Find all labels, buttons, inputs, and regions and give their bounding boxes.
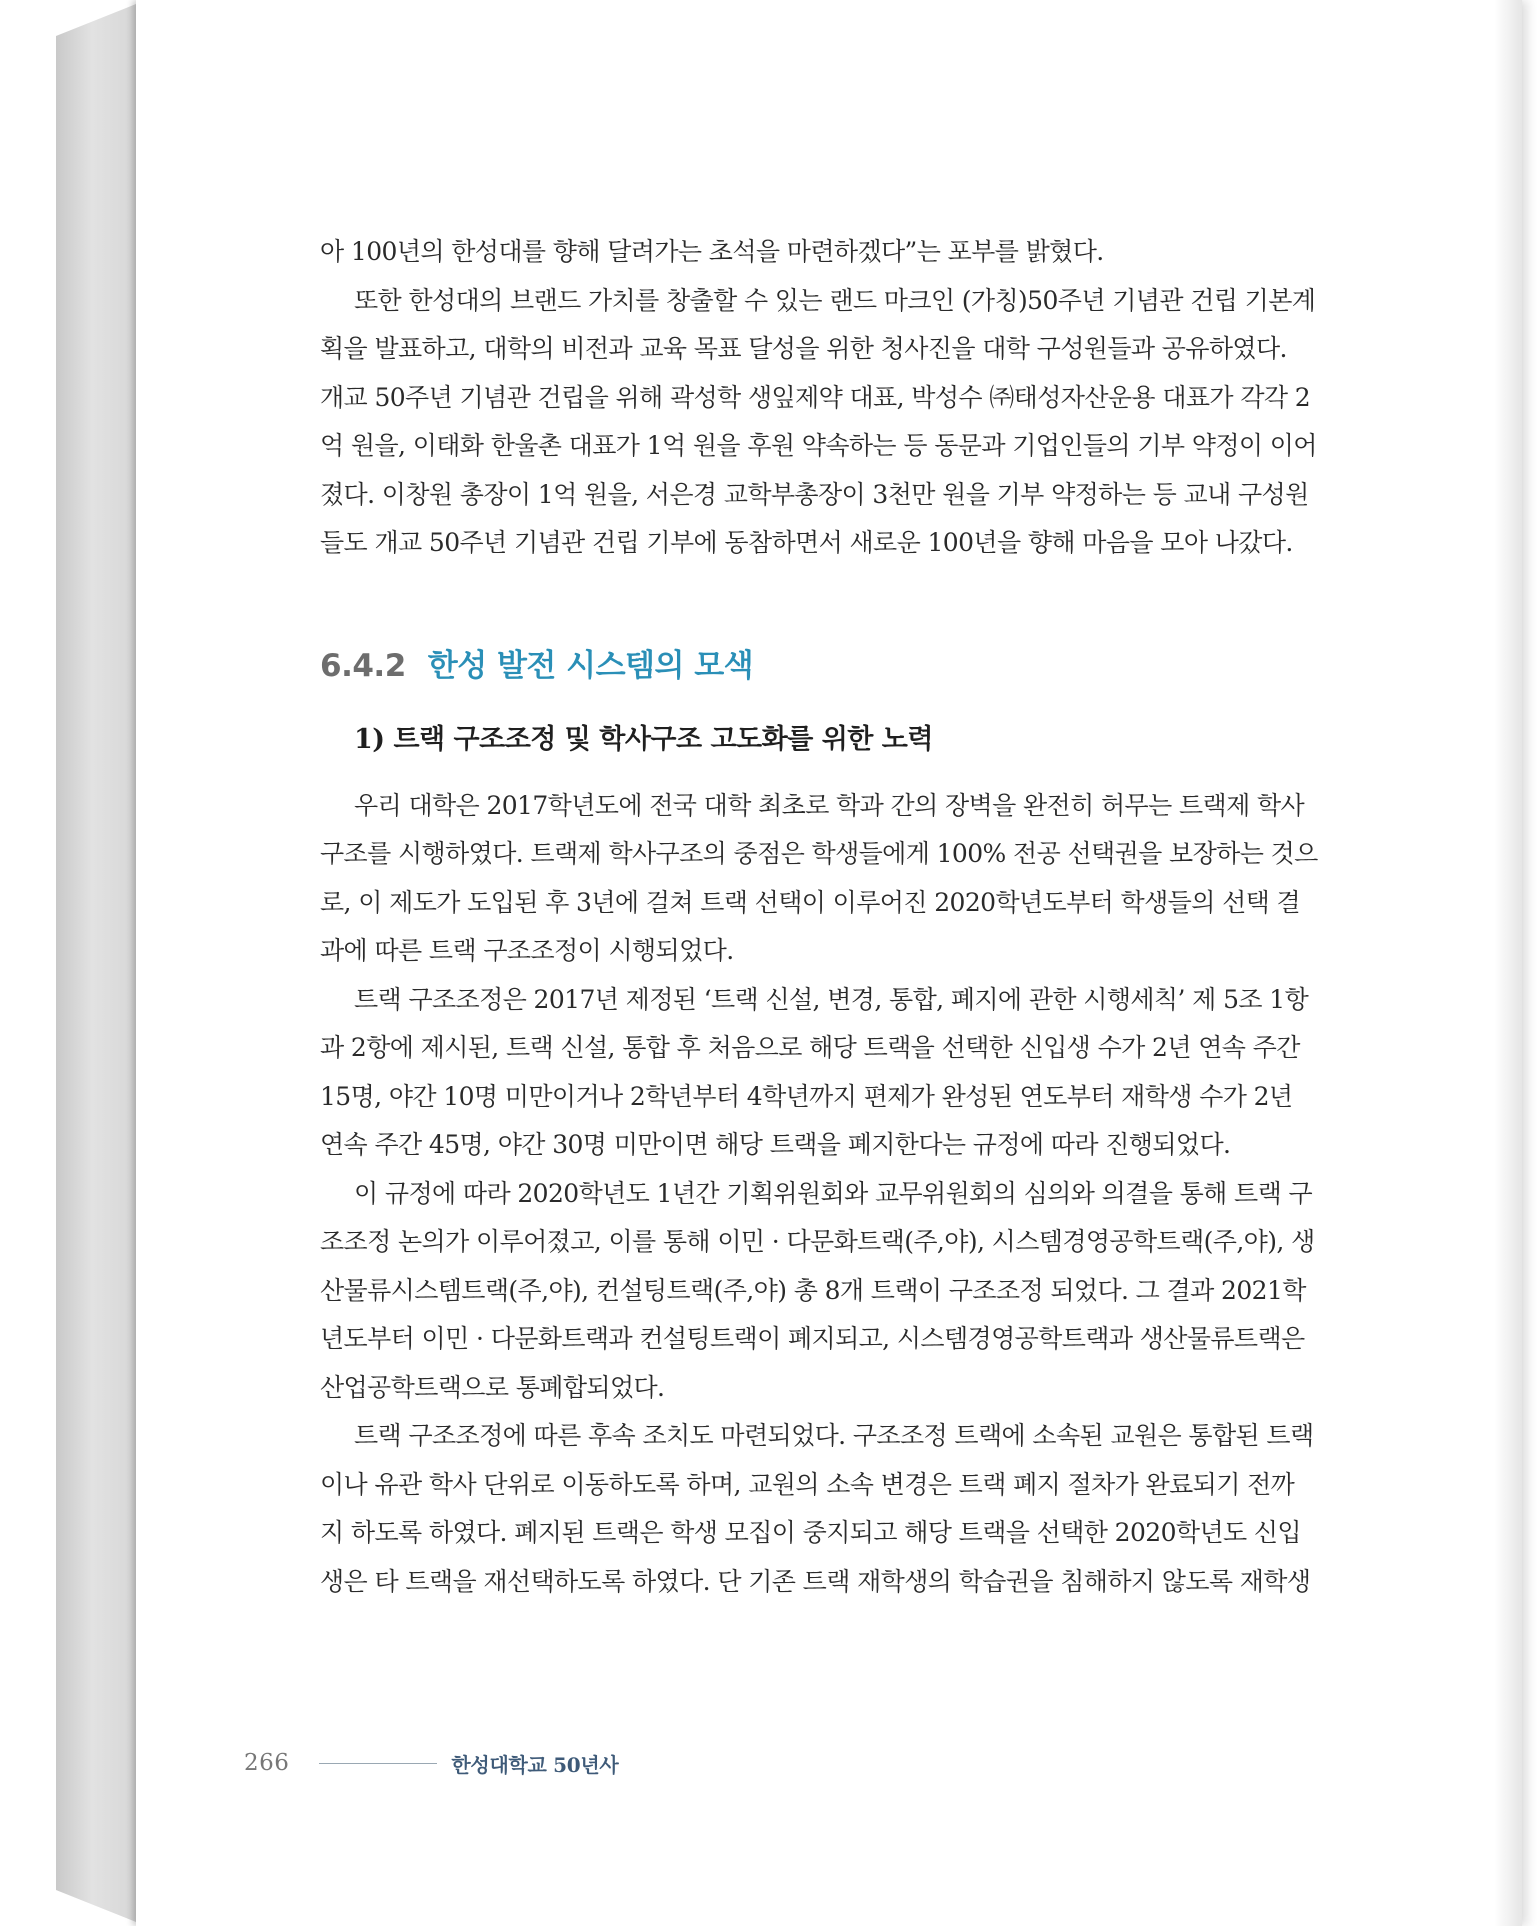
text-line: 우리 대학은 2017학년도에 전국 대학 최초로 학과 간의 장벽을 완전히 허무는 트랙제 학사 bbox=[354, 790, 1305, 820]
text-line: 15명, 야간 10명 미만이거나 2학년부터 4학년까지 편제가 완성된 연도부터 재학생 수가 2년 bbox=[320, 1081, 1293, 1111]
text-line: 개교 50주년 기념관 건립을 위해 곽성학 생잎제약 대표, 박성수 ㈜태성자산운용 대표가 각각 2 bbox=[320, 382, 1311, 412]
paragraph bbox=[320, 228, 1420, 277]
page-footer bbox=[244, 1746, 618, 1780]
book-page bbox=[136, 0, 1522, 1926]
text-line: 아 100년의 한성대를 향해 달려가는 초석을 마련하겠다”는 포부를 밝혔다. bbox=[320, 237, 1104, 266]
paragraph bbox=[320, 976, 1420, 1170]
page-number: 266 bbox=[244, 1750, 290, 1776]
text-line: 년도부터 이민 · 다문화트랙과 컨설팅트랙이 폐지되고, 시스템경영공학트랙과 생산물류트랙은 bbox=[320, 1324, 1305, 1353]
text-line: 생은 타 트랙을 재선택하도록 하였다. 단 기존 트랙 재학생의 학습권을 침해하지 않도록 재학생 bbox=[320, 1566, 1311, 1596]
text-line: 연속 주간 45명, 야간 30명 미만이면 해당 트랙을 폐지한다는 규정에 따라 진행되었다. bbox=[320, 1130, 1231, 1159]
text-line: 로, 이 제도가 도입된 후 3년에 걸쳐 트랙 선택이 이루어진 2020학년도부터 학생들의 선택 결 bbox=[320, 887, 1301, 917]
page-edge-shadow bbox=[1494, 0, 1522, 1926]
page-content bbox=[320, 228, 1420, 1606]
text-line: 졌다. 이창원 총장이 1억 원을, 서은경 교학부총장이 3천만 원을 기부 약정하는 등 교내 구성원 bbox=[320, 479, 1309, 509]
text-line: 조조정 논의가 이루어졌고, 이를 통해 이민 · 다문화트랙(주,야), 시스템경영공학트랙(주,야), 생 bbox=[320, 1227, 1315, 1256]
running-title: 한성대학교 50년사 bbox=[451, 1752, 619, 1777]
text-line: 산물류시스템트랙(주,야), 컨설팅트랙(주,야) 총 8개 트랙이 구조조정 되었다. 그 결과 2021학 bbox=[320, 1275, 1306, 1305]
paragraph bbox=[320, 782, 1420, 976]
text-line: 이 규정에 따라 2020학년도 1년간 기획위원회와 교무위원회의 심의와 의결을 통해 트랙 구 bbox=[354, 1178, 1313, 1208]
text-line: 획을 발표하고, 대학의 비전과 교육 목표 달성을 위한 청사진을 대학 구성원들과 공유하였다. bbox=[320, 334, 1287, 363]
text-line: 트랙 구조조정에 따른 후속 조치도 마련되었다. 구조조정 트랙에 소속된 교원은 통합된 트랙 bbox=[354, 1421, 1314, 1450]
paragraph bbox=[320, 1412, 1420, 1606]
text-line: 산업공학트랙으로 통폐합되었다. bbox=[320, 1372, 665, 1402]
text-line: 억 원을, 이태화 한울촌 대표가 1억 원을 후원 약속하는 등 동문과 기업인들의 기부 약정이 이어 bbox=[320, 431, 1317, 460]
intro-paragraphs bbox=[320, 228, 1420, 568]
section-number: 6.4.2 bbox=[320, 647, 406, 684]
text-line: 지 하도록 하였다. 폐지된 트랙은 학생 모집이 중지되고 해당 트랙을 선택한 2020학년도 신입 bbox=[320, 1518, 1301, 1547]
footer-divider bbox=[319, 1763, 437, 1764]
section-title: 한성 발전 시스템의 모색 bbox=[427, 647, 754, 684]
text-line: 과 2항에 제시된, 트랙 신설, 통합 후 처음으로 해당 트랙을 선택한 신입생 수가 2년 연속 주간 bbox=[320, 1033, 1300, 1062]
book-spine-edge bbox=[56, 0, 146, 1926]
text-line: 또한 한성대의 브랜드 가치를 창출할 수 있는 랜드 마크인 (가칭)50주년 기념관 건립 기본계 bbox=[354, 285, 1316, 315]
body-paragraphs bbox=[320, 782, 1420, 1607]
text-line: 구조를 시행하였다. 트랙제 학사구조의 중점은 학생들에게 100% 전공 선택권을 보장하는 것으 bbox=[320, 839, 1318, 868]
text-line: 이나 유관 학사 단위로 이동하도록 하며, 교원의 소속 변경은 트랙 폐지 절차가 완료되기 전까 bbox=[320, 1469, 1295, 1499]
paragraph bbox=[320, 1170, 1420, 1413]
section-heading bbox=[320, 642, 1420, 690]
paragraph bbox=[320, 277, 1420, 568]
text-line: 들도 개교 50주년 기념관 건립 기부에 동참하면서 새로운 100년을 향해 마음을 모아 나갔다. bbox=[320, 528, 1293, 557]
text-line: 과에 따른 트랙 구조조정이 시행되었다. bbox=[320, 936, 734, 965]
subsection-heading: 1) 트랙 구조조정 및 학사구조 고도화를 위한 노력 bbox=[354, 723, 933, 755]
text-line: 트랙 구조조정은 2017년 제정된 ‘트랙 신설, 변경, 통합, 폐지에 관한 시행세칙’ 제 5조 1항 bbox=[354, 984, 1309, 1014]
